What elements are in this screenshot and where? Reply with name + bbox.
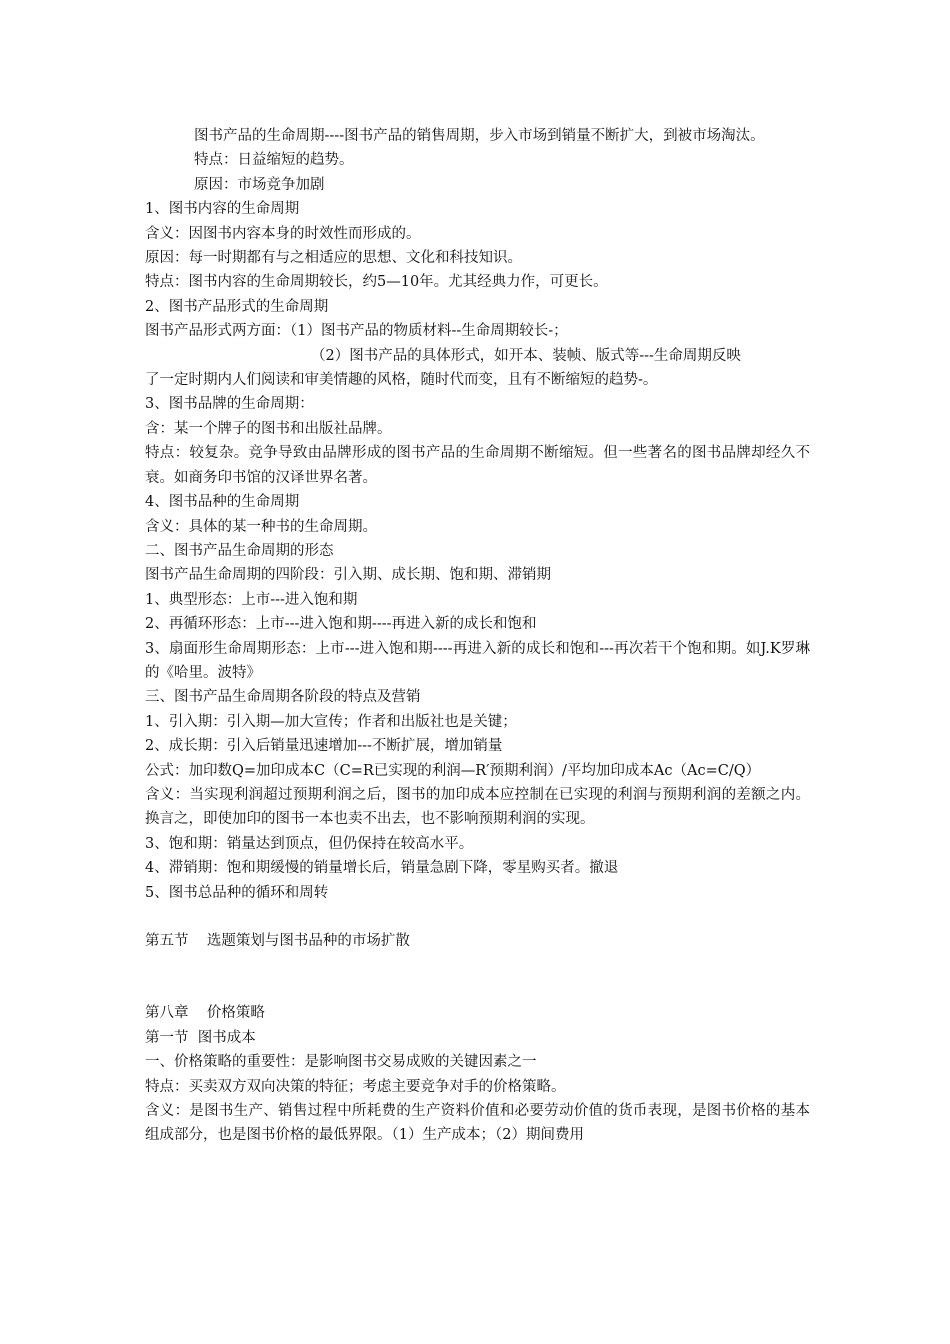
- paragraph: 4、滞销期：饱和期缓慢的销量增长后，销量急剧下降，零星购买者。撤退: [145, 860, 619, 877]
- paragraph: 含义：具体的某一种书的生命周期。: [145, 518, 377, 535]
- paragraph: 原因：市场竞争加剧: [194, 176, 325, 193]
- paragraph: 原因：每一时期都有与之相适应的思想、文化和科技知识。: [145, 250, 522, 267]
- chapter-title: 第八章 价格策略: [145, 1005, 265, 1022]
- paragraph: （2）图书产品的具体形式，如开本、装帧、版式等---生命周期反映: [311, 347, 741, 364]
- paragraph: 含义：因图书内容本身的时效性而形成的。: [145, 225, 421, 242]
- section-heading: 1、图书内容的生命周期: [145, 201, 300, 218]
- paragraph: 3、扇面形生命周期形态：上市---进入饱和期----再进入新的成长和饱和---再次若干个饱和期。如J.K罗琳的《哈里。波特》: [145, 640, 810, 681]
- paragraph: 含：某一个牌子的图书和出版社品牌。: [145, 420, 392, 437]
- paragraph: 图书产品生命周期的四阶段：引入期、成长期、饱和期、滞销期: [145, 567, 551, 584]
- paragraph: 特点：日益缩短的趋势。: [194, 152, 354, 169]
- section-title: 第一节 图书成本: [145, 1029, 256, 1046]
- section-heading: 二、图书产品生命周期的形态: [145, 542, 334, 559]
- paragraph: 2、再循环形态：上市---进入饱和期----再进入新的成长和饱和: [145, 616, 537, 633]
- paragraph: 1、典型形态：上市---进入饱和期: [145, 591, 358, 608]
- paragraph: 1、引入期：引入期—加大宣传；作者和出版社也是关键；: [145, 713, 517, 730]
- paragraph: 图书产品的生命周期----图书产品的销售周期，步入市场到销量不断扩大，到被市场淘汰。: [194, 128, 765, 144]
- paragraph: 图书产品形式两方面：（1）图书产品的物质材料--生命周期较长-；: [145, 323, 568, 340]
- paragraph: 含义：当实现利润超过预期利润之后，图书的加印成本应控制在已实现的利润与预期利润的差额之内。换言之，即使加印的图书一本也卖不出去，也不影响预期利润的实现。: [145, 786, 810, 828]
- paragraph: 3、饱和期：销量达到顶点，但仍保持在较高水平。: [145, 835, 474, 852]
- paragraph: 特点：图书内容的生命周期较长，约5—10年。尤其经典力作，可更长。: [145, 274, 608, 291]
- section-heading: 三、图书产品生命周期各阶段的特点及营销: [145, 689, 421, 706]
- formula-paragraph: 公式：加印数Q=加印成本C（C=R已实现的利润—R′预期利润）/平均加印成本Ac（Ac=C/Q）: [145, 762, 761, 779]
- paragraph: 特点：较复杂。竞争导致由品牌形成的图书产品的生命周期不断缩短。但一些著名的图书品牌却经久不衰。如商务印书馆的汉译世界名著。: [145, 445, 810, 486]
- paragraph: 了一定时期内人们阅读和审美情趣的风格，随时代而变，且有不断缩短的趋势-。: [145, 372, 658, 389]
- blank-lines: [145, 953, 810, 1001]
- paragraph: 5、图书总品种的循环和周转: [145, 884, 329, 901]
- section-heading: 4、图书品种的生命周期: [145, 494, 300, 511]
- section-heading: 3、图书品牌的生命周期：: [145, 396, 314, 413]
- document-page: [145, 124, 810, 1148]
- paragraph: 2、成长期：引入后销量迅速增加---不断扩展，增加销量: [145, 738, 503, 755]
- paragraph: 含义：是图书生产、销售过程中所耗费的生产资料价值和必要劳动价值的货币表现，是图书价格的基本组成部分，也是图书价格的最低界限。（1）生产成本；（2）期间费用: [145, 1103, 810, 1144]
- blank-line: [145, 905, 810, 929]
- section-title: 第五节 选题策划与图书品种的市场扩散: [145, 933, 410, 949]
- paragraph: 特点：买卖双方双向决策的特征；考虑主要竞争对手的价格策略。: [145, 1078, 566, 1095]
- paragraph: 一、价格策略的重要性：是影响图书交易成败的关键因素之一: [145, 1054, 537, 1071]
- section-heading: 2、图书产品形式的生命周期: [145, 298, 329, 315]
